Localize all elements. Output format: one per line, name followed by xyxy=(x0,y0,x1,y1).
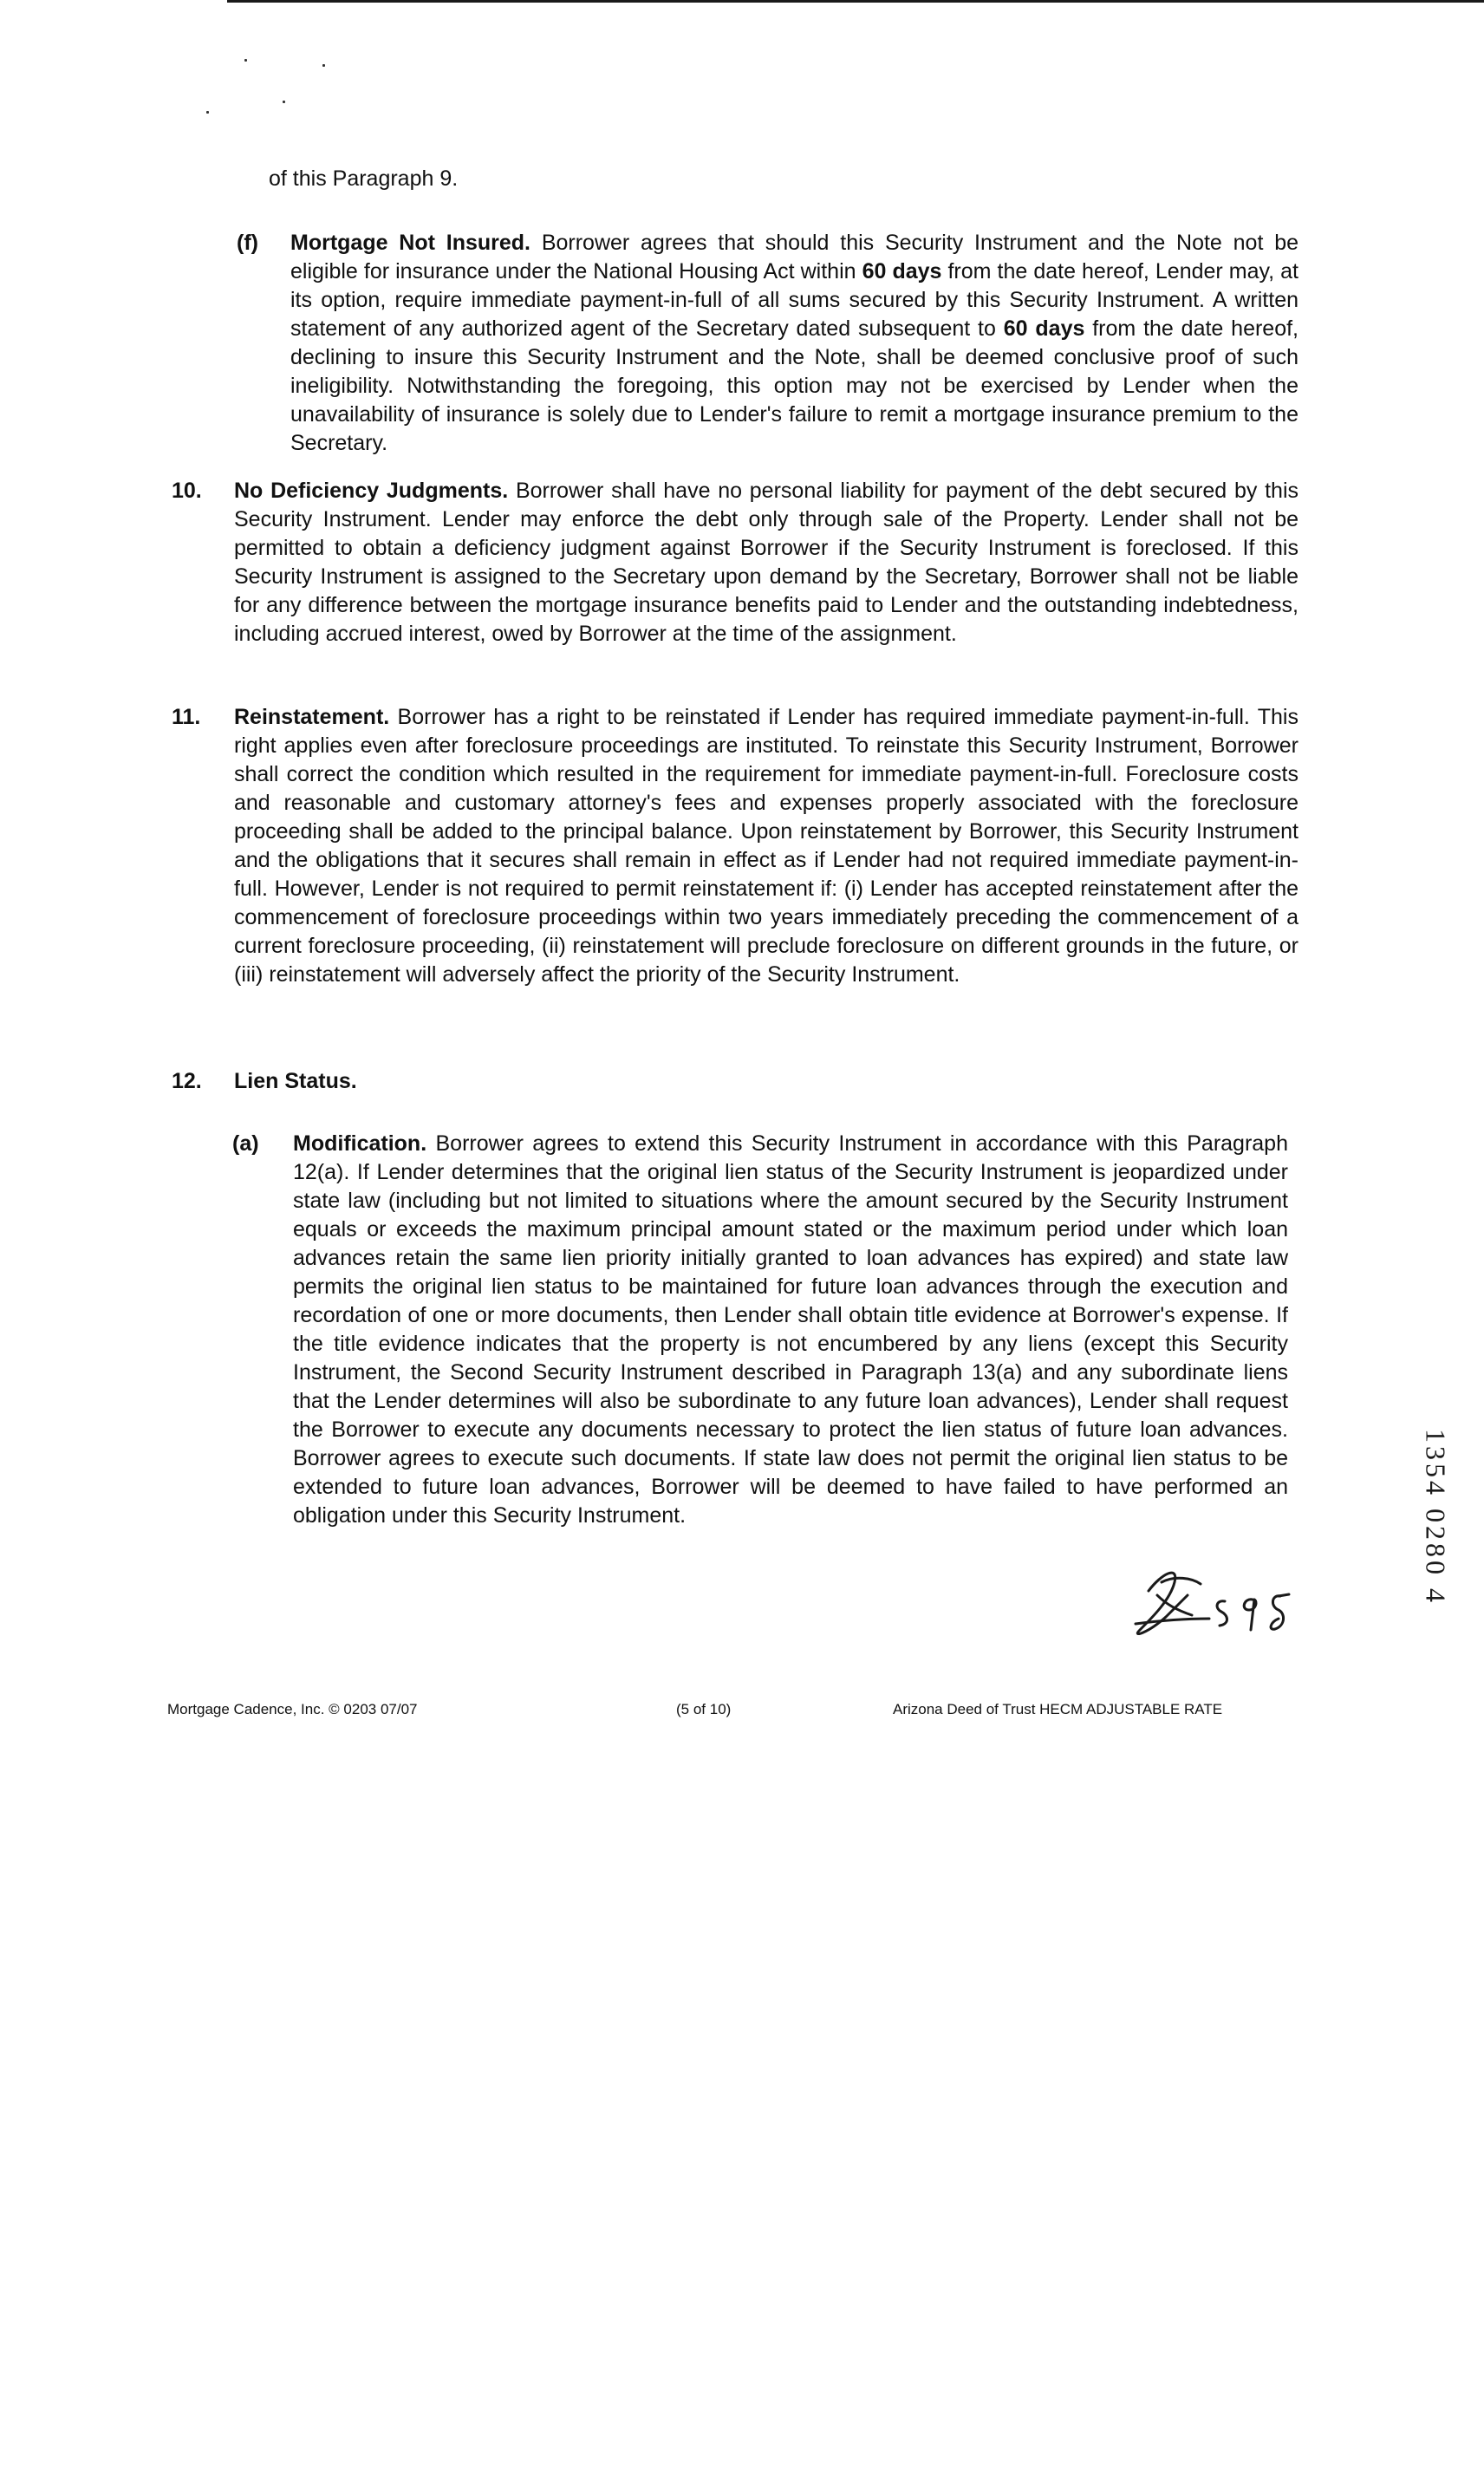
paragraph-12a-content xyxy=(293,1130,1288,1530)
paragraph-10-body: Borrower shall have no personal liability for payment of the debt secured by this Security Instrument. Lender may enforce the debt only through sale of the Property. Lender shall not be permitted to obtain a deficiency judgment against Borrower if the Security Instrument is foreclosed. If this Security Instrument is assigned to the Secretary upon demand by the Secretary, Borrower shall not be liable for any difference between the mortgage insurance benefits paid to Lender and the outstanding indebtedness, including accrued interest, owed by Borrower at the time of the assignment. xyxy=(234,479,1298,646)
signature-graphic xyxy=(1114,1556,1322,1643)
paragraph-11-heading: Reinstatement. xyxy=(234,705,398,729)
stamp-graphic xyxy=(1413,1391,1453,1643)
paragraph-12a-body: Borrower agrees to extend this Security Instrument in accordance with this Paragraph 12(a). If Lender determines that the original lien status of the Security Instrument is jeopardized under state law (including but not limited to situations where the amount secured by the Security Instrument equals or exceeds the maximum principal amount stated or the maximum period under which loan advances retain the same lien priority initially granted to loan advances has expired) and state law permits the original lien status to be maintained for future loan advances through the execution and recordation of one or more documents, then Lender shall obtain title evidence at Borrower's expense. If the title evidence indicates that the property is not encumbered by any liens (except this Security Instrument, the Second Security Instrument described in Paragraph 13(a) and any subordinate liens that the Lender determines will also be subordinate to any future loan advances), Lender shall request the Borrower to execute any documents necessary to protect the lien status of future loan advances. Borrower agrees to execute such documents. If state law does not permit the original lien status to be extended to future loan advances, Borrower will be deemed to have failed to have performed an obligation under this Security Instrument. xyxy=(293,1131,1288,1528)
paragraph-12-heading: Lien Status. xyxy=(234,1069,357,1093)
paragraph-f-label: (f) xyxy=(237,231,258,255)
paragraph-11-content xyxy=(234,703,1298,989)
scan-speck xyxy=(322,64,325,67)
paragraph-f-heading: Mortgage Not Insured. xyxy=(290,231,542,255)
recording-number-stamp xyxy=(1413,1391,1453,1643)
paragraph-f-body: Borrower agrees that should this Security Instrument and the Note not be eligible for insurance under the National Housing Act within 60 days from the date hereof, Lender may, at its option, require immediate payment-in-full of all sums secured by this Security Instrument. A written statement of any authorized agent of the Secretary dated subsequent to 60 days from the date hereof, declining to insure this Security Instrument and the Note, shall be deemed conclusive proof of such ineligibility. Notwithstanding the foregoing, this option may not be exercised by Lender when the unavailability of insurance is solely due to Lender's failure to remit a mortgage insurance premium to the Secretary. xyxy=(290,231,1299,455)
scan-speck xyxy=(206,111,209,114)
footer-left: Mortgage Cadence, Inc. © 0203 07/07 xyxy=(167,1701,418,1717)
footer-right: Arizona Deed of Trust HECM ADJUSTABLE RATE xyxy=(893,1701,1223,1717)
paragraph-11-number: 11. xyxy=(172,705,201,729)
continuation-line xyxy=(269,165,458,193)
continuation-text: of this Paragraph 9. xyxy=(269,166,459,191)
scan-speck xyxy=(244,59,247,62)
paragraph-10-number: 10. xyxy=(172,479,202,503)
paragraph-12a-heading: Modification. xyxy=(293,1131,436,1156)
paragraph-11-body: Borrower has a right to be reinstated if Lender has required immediate payment-in-full. This right applies even after foreclosure proceedings are instituted. To reinstate this Security Instrument, Borrower shall correct the condition which resulted in the requirement for immediate payment-in-full. Foreclosure costs and reasonable and customary attorney's fees and expenses properly associated with the foreclosure proceeding shall be added to the principal balance. Upon reinstatement by Borrower, this Security Instrument and the obligations that it secures shall remain in effect as if Lender had not required immediate payment-in-full. However, Lender is not required to permit reinstatement if: (i) Lender has accepted reinstatement after the commencement of foreclosure proceedings within two years immediately preceding the commencement of a current foreclosure proceeding, (ii) reinstatement will preclude foreclosure on different grounds in the future, or (iii) reinstatement will adversely affect the priority of the Security Instrument. xyxy=(234,705,1298,987)
paragraph-f-content xyxy=(290,229,1298,458)
paragraph-12-number: 12. xyxy=(172,1069,202,1093)
paragraph-10-content xyxy=(234,477,1298,648)
scan-speck xyxy=(283,101,285,103)
footer-page-number: (5 of 10) xyxy=(676,1701,732,1717)
paragraph-12a-label: (a) xyxy=(232,1131,259,1156)
stamp-text: 1354 0280 4 xyxy=(1420,1429,1452,1606)
initials-signature xyxy=(1114,1556,1322,1643)
top-border-line xyxy=(227,0,1484,3)
paragraph-10-heading: No Deficiency Judgments. xyxy=(234,479,516,503)
